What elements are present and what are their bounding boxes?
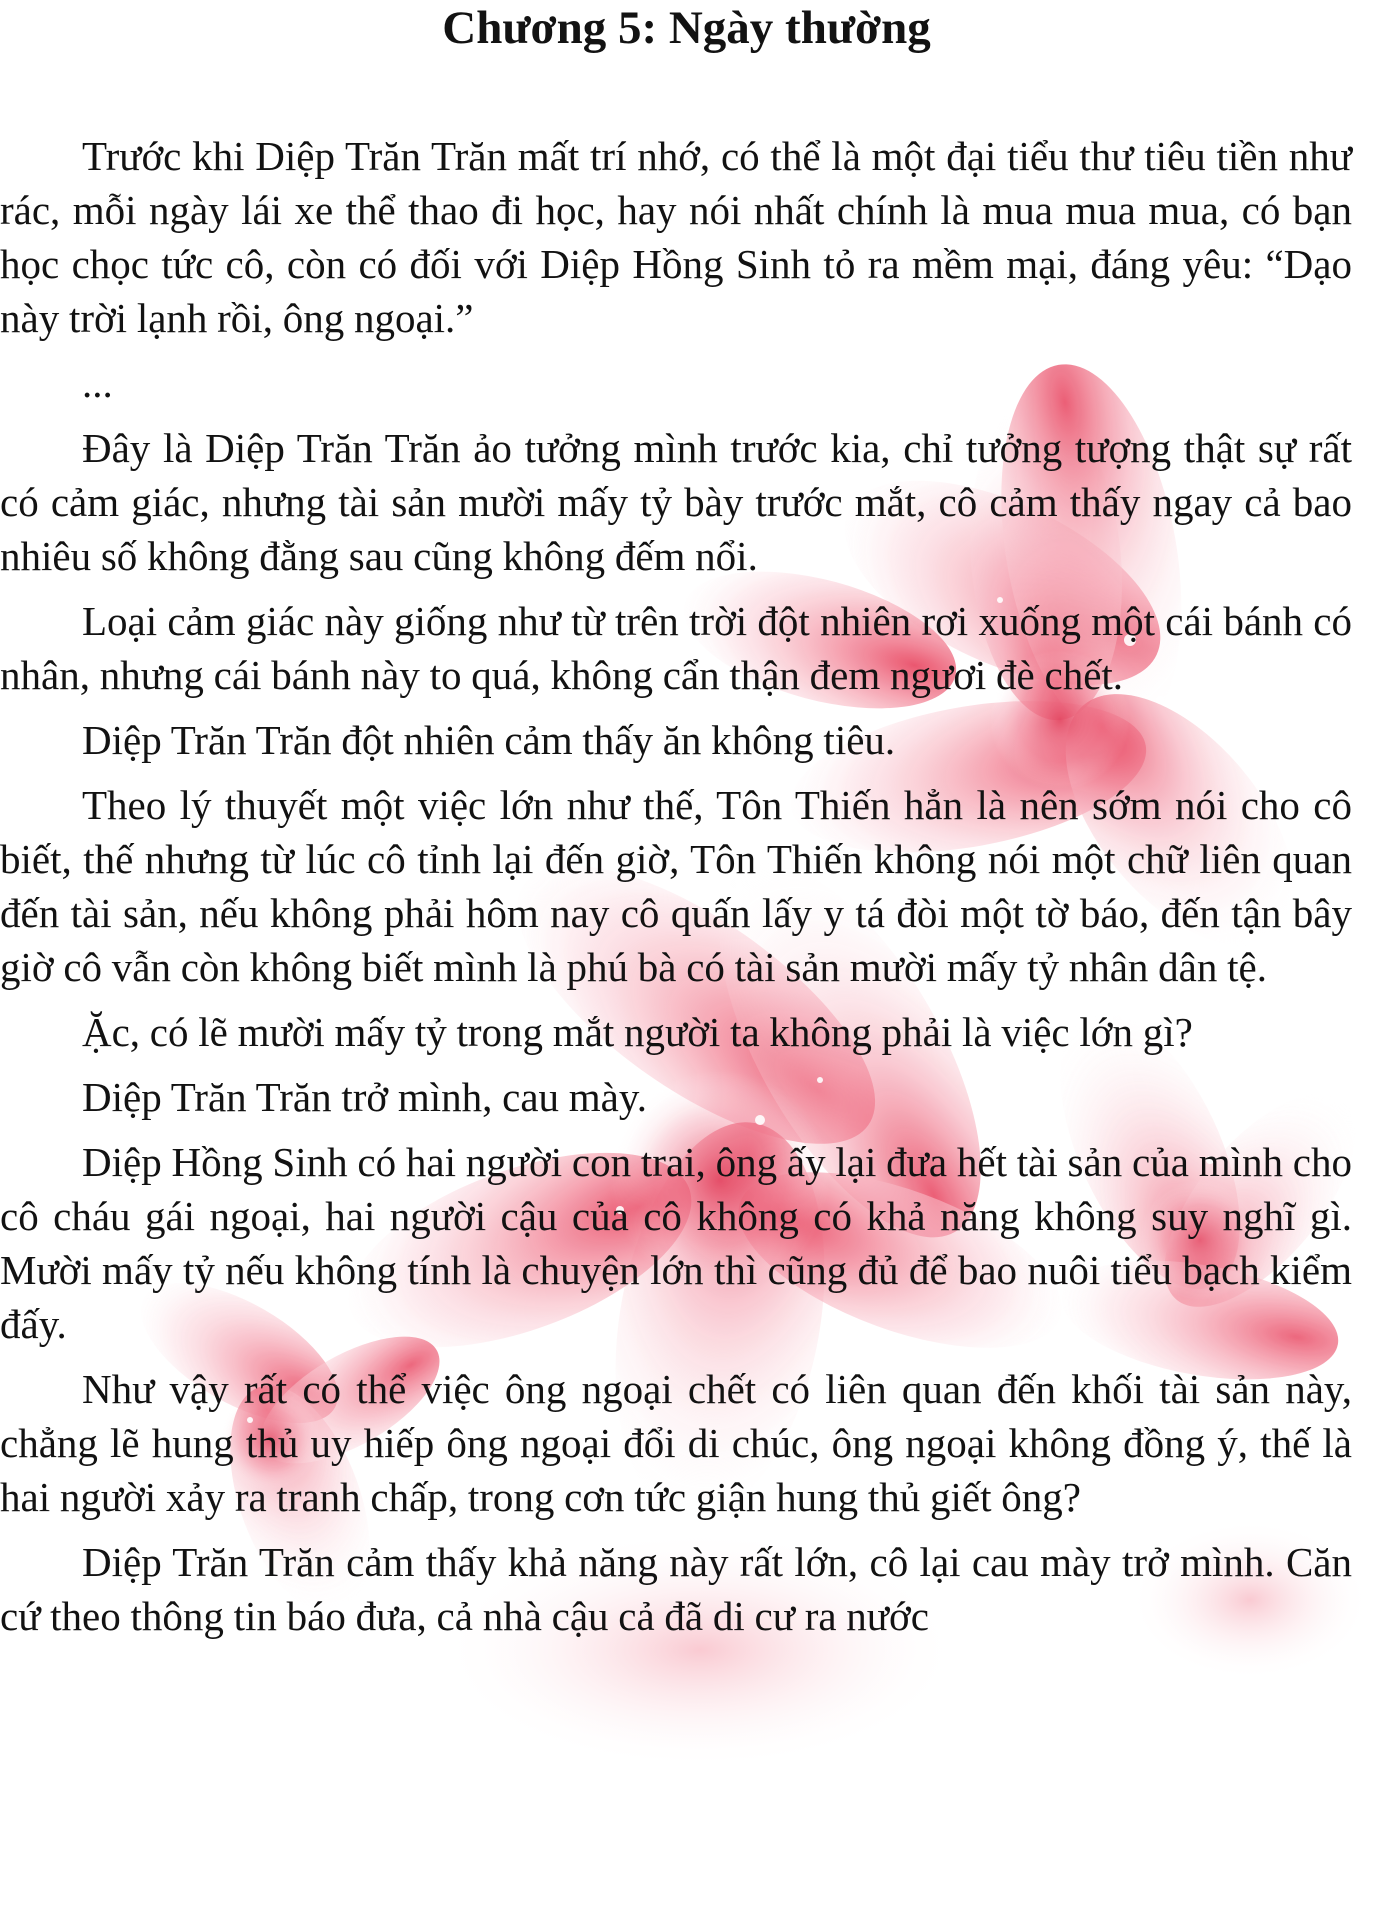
paragraph: Theo lý thuyết một việc lớn như thế, Tôn Thiến hẳn là nên sớm nói cho cô biết, thế nhưng từ lúc cô tỉnh lại đến giờ, Tôn Thiến không nói một chữ liên quan đến tài sản, nếu không phải hôm nay cô quấn lấy y tá đòi một tờ báo, đến tận bây giờ cô vẫn còn không biết mình là phú bà có tài sản mười mấy tỷ nhân dân tệ. (0, 782, 1352, 990)
paragraph: Ặc, có lẽ mười mấy tỷ trong mắt người ta không phải là việc lớn gì? (82, 1009, 1193, 1055)
paragraph: Loại cảm giác này giống như từ trên trời đột nhiên rơi xuống một cái bánh có nhân, nhưng cái bánh này to quá, không cẩn thận đem ngươi đè chết. (0, 598, 1352, 698)
paragraph: Trước khi Diệp Trăn Trăn mất trí nhớ, có thể là một đại tiểu thư tiêu tiền như rác, mỗi ngày lái xe thể thao đi học, hay nói nhất chính là mua mua mua, có bạn học chọc tức cô, còn có đối với Diệp Hồng Sinh tỏ ra mềm mại, đáng yêu: “Dạo này trời lạnh rồi, ông ngoại.” (0, 133, 1352, 341)
paragraph: Diệp Trăn Trăn trở mình, cau mày. (82, 1074, 647, 1120)
paragraph: Như vậy rất có thể việc ông ngoại chết có liên quan đến khối tài sản này, chẳng lẽ hung thủ uy hiếp ông ngoại đổi di chúc, ông ngoại không đồng ý, thế là hai người xảy ra tranh chấp, trong cơn tức giận hung thủ giết ông? (0, 1366, 1352, 1520)
paragraph: Đây là Diệp Trăn Trăn ảo tưởng mình trước kia, chỉ tưởng tượng thật sự rất có cảm giác, nhưng tài sản mười mấy tỷ bày trước mắt, cô cảm thấy ngay cả bao nhiêu số không đằng sau cũng không đếm nổi. (0, 425, 1352, 579)
paragraph: Diệp Trăn Trăn đột nhiên cảm thấy ăn không tiêu. (82, 717, 896, 763)
paragraph-ellipsis: ... (82, 360, 113, 406)
chapter-body (0, 129, 1352, 1654)
paragraph: Diệp Hồng Sinh có hai người con trai, ông ấy lại đưa hết tài sản của mình cho cô cháu gái ngoại, hai người cậu của cô không có khả năng không suy nghĩ gì. Mười mấy tỷ nếu không tính là chuyện lớn thì cũng đủ để bao nuôi tiểu bạch kiểm đấy. (0, 1139, 1352, 1347)
paragraph: Diệp Trăn Trăn cảm thấy khả năng này rất lớn, cô lại cau mày trở mình. Căn cứ theo thông tin báo đưa, cả nhà cậu cả đã di cư ra nước (0, 1539, 1352, 1639)
chapter-title: Chương 5: Ngày thường (442, 2, 931, 54)
